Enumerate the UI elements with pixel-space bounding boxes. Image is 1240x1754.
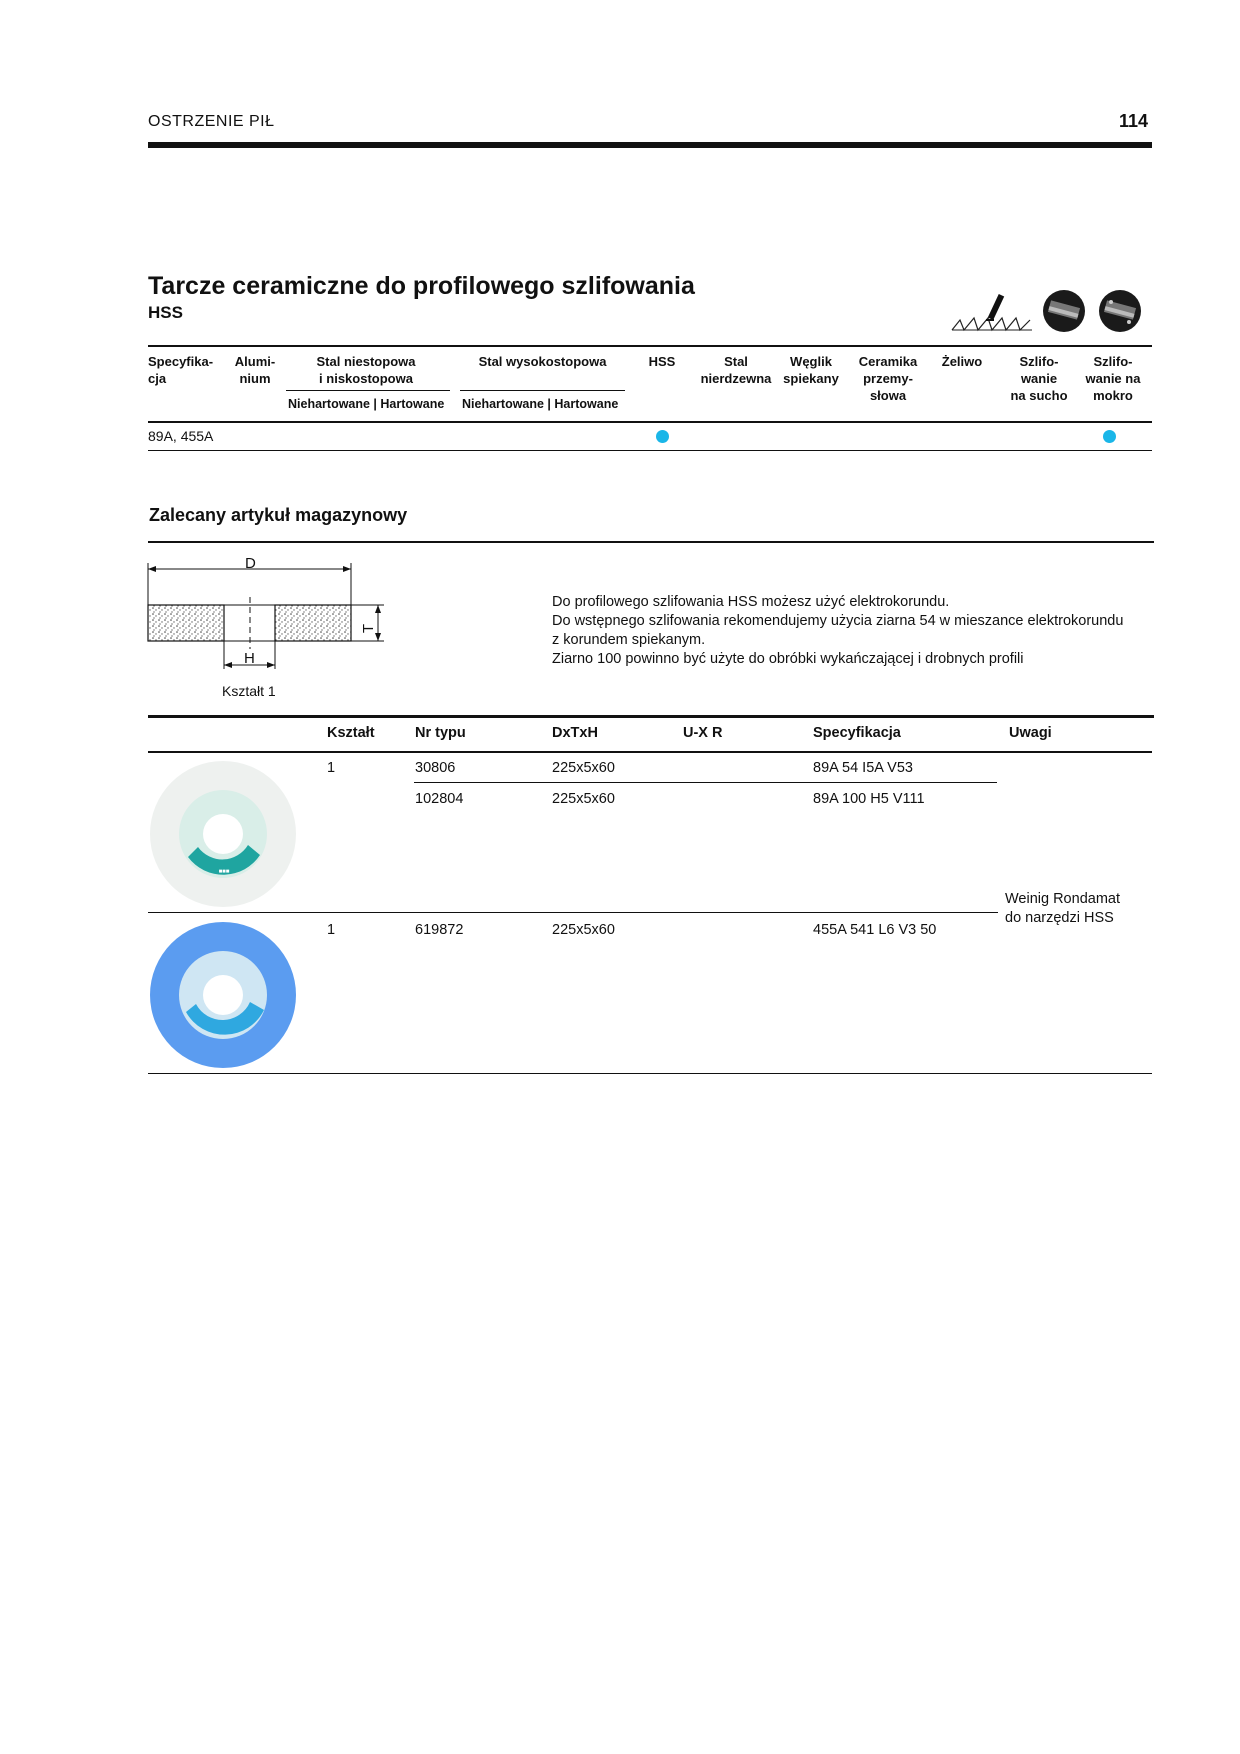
col-header-weglik: Węglik spiekany (783, 354, 839, 386)
saw-sharpening-icon (950, 290, 1035, 334)
row1-dxtxh: 225x5x60 (552, 760, 615, 776)
page-number: 114 (1118, 111, 1148, 131)
col-header-ceramika: Ceramika przemy- słowa (858, 354, 918, 403)
col-header-dxtxh: DxTxH (552, 725, 598, 741)
dry-grinding-icon (1043, 290, 1085, 332)
shape-diagram (140, 553, 400, 683)
diagram-label-h: H (244, 650, 255, 667)
spec-cell: 89A, 455A (148, 428, 214, 444)
article-table-header-rule (148, 751, 1152, 753)
diagram-caption: Kształt 1 (222, 683, 276, 699)
row1-ksztalt: 1 (327, 760, 336, 776)
col-header-hss: HSS (648, 354, 676, 369)
row-divider (414, 782, 997, 783)
col-header-spec: Specyfika- cja (148, 354, 214, 386)
recommended-title: Zalecany artykuł magazynowy (149, 505, 408, 525)
col-header-uwagi: Uwagi (1009, 725, 1052, 741)
row3-ksztalt: 1 (327, 922, 336, 938)
wet-grinding-icon (1099, 290, 1141, 332)
table-bottom-rule (148, 450, 1152, 451)
svg-text:■■■: ■■■ (218, 869, 230, 875)
product-subtitle: HSS (148, 303, 183, 322)
article-table-top-rule (148, 715, 1154, 718)
col-header-specyfikacja: Specyfikacja (813, 725, 901, 741)
row2-nr-typu: 102804 (415, 791, 464, 807)
diagram-label-t: T (360, 623, 378, 634)
col-header-wet: Szlifo- wanie na mokro (1085, 354, 1141, 403)
col-header-stal-nierdzewna: Stal nierdzewna (700, 354, 772, 386)
subheader-rule (286, 390, 450, 391)
col-header-uxr: U-X R (683, 725, 723, 741)
article-table-bottom-rule (148, 1073, 1152, 1074)
col-header-stal-niestopowa: Stal niestopowa i niskostopowa (316, 354, 416, 386)
subheader-rule (460, 390, 625, 391)
col-header-ksztalt: Kształt (327, 725, 375, 741)
product-title: Tarcze ceramiczne do profilowego szlifowania (148, 272, 695, 300)
col-header-aluminium: Alumi- nium (234, 354, 276, 386)
row2-spec: 89A 100 H5 V111 (813, 791, 925, 807)
wet-suitable-dot (1103, 430, 1116, 443)
col-header-zeliwo: Żeliwo (941, 354, 983, 369)
row3-spec: 455A 541 L6 V3 50 (813, 922, 937, 938)
col-subheader-stal-wysokostopowa: Niehartowane | Hartowane (462, 397, 619, 411)
row1-nr-typu: 30806 (415, 760, 456, 776)
row3-dxtxh: 225x5x60 (552, 922, 615, 938)
recommendation-text: Do profilowego szlifowania HSS możesz użyć elektrokorundu. Do wstępnego szlifowania rekomendujemy użycia ziarna 54 w mieszance elektrokorundu z korundem spiekanym. Ziarno 100 powinno być użyte do obróbki wykańczającej i drobnych profili (552, 594, 1124, 667)
section-title: OSTRZENIE PIŁ (148, 113, 275, 130)
white-grinding-wheel-image (148, 759, 298, 909)
row1-spec: 89A 54 I5A V53 (813, 760, 913, 776)
col-header-nr-typu: Nr typu (415, 725, 466, 741)
row3-nr-typu: 619872 (415, 922, 464, 938)
table-top-rule (148, 345, 1152, 347)
blue-grinding-wheel-image (148, 920, 298, 1070)
col-header-dry: Szlifo- wanie na sucho (1010, 354, 1068, 403)
hss-suitable-dot (656, 430, 669, 443)
row-divider (148, 912, 998, 913)
diagram-label-d: D (245, 555, 256, 572)
uwagi-note: Weinig Rondamat do narzędzi HSS (1005, 891, 1120, 926)
col-header-stal-wysokostopowa: Stal wysokostopowa (478, 354, 607, 369)
recommended-rule (148, 541, 1154, 543)
row2-dxtxh: 225x5x60 (552, 791, 615, 807)
header-rule (148, 142, 1152, 148)
table-header-rule (148, 421, 1152, 423)
col-subheader-stal-niestopowa: Niehartowane | Hartowane (288, 397, 445, 411)
